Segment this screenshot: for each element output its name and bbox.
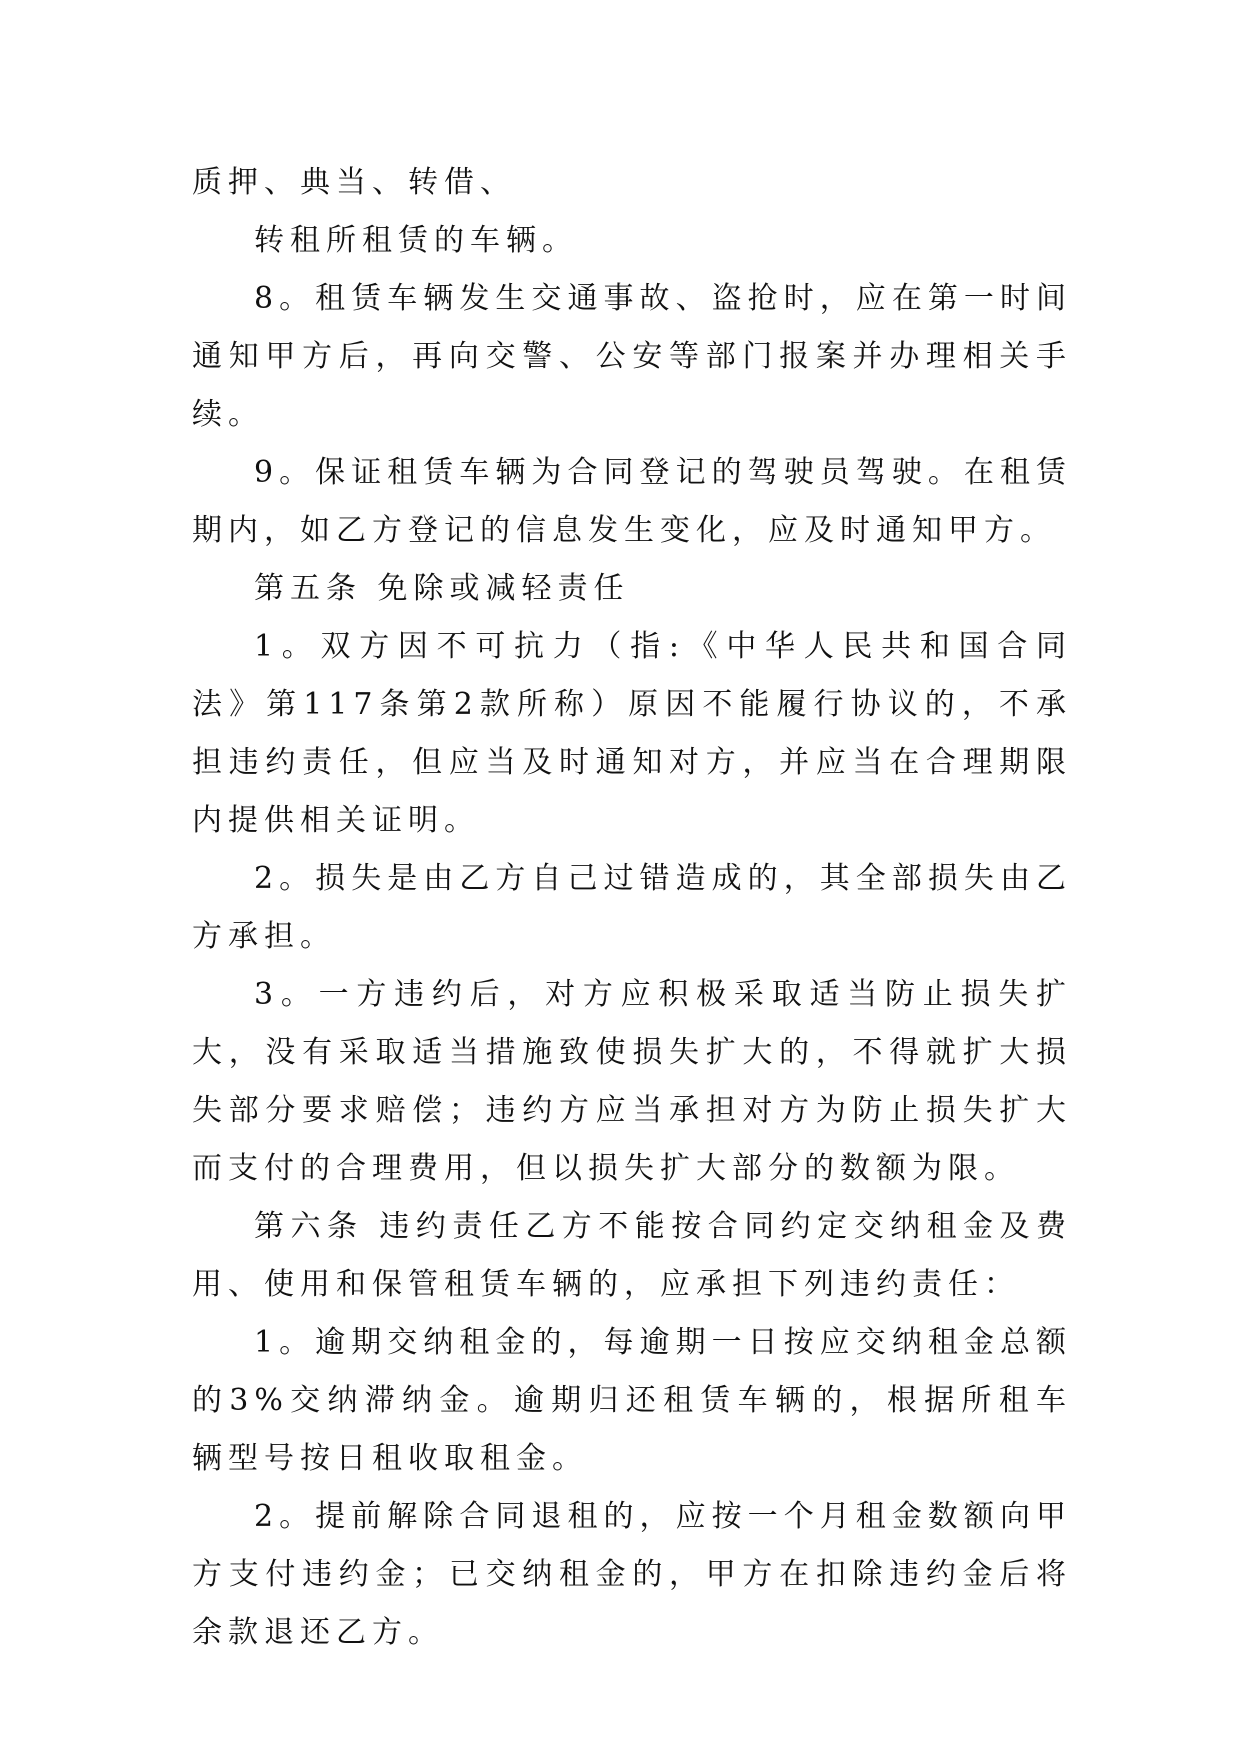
paragraph-8: 3。一方违约后，对方应积极采取适当防止损失扩大，没有采取适当措施致使损失扩大的，不得就扩大损失部分要求赔偿；违约方应当承担对方为防止损失扩大而支付的合理费用，但以损失扩大部分的数额为限。 [192, 977, 1072, 1186]
paragraph-11: 2。提前解除合同退租的，应按一个月租金数额向甲方支付违约金；已交纳租金的，甲方在扣除违约金后将余款退还乙方。 [192, 1499, 1072, 1650]
paragraph-3: 8。租赁车辆发生交通事故、盗抢时，应在第一时间通知甲方后，再向交警、公安等部门报案并办理相关手续。 [192, 281, 1072, 432]
paragraph-1: 质押、典当、转借、 [192, 165, 516, 200]
paragraph-4: 9。保证租赁车辆为合同登记的驾驶员驾驶。在租赁期内，如乙方登记的信息发生变化，应及时通知甲方。 [192, 455, 1072, 548]
paragraph-7: 2。损失是由乙方自己过错造成的，其全部损失由乙方承担。 [192, 861, 1072, 954]
paragraph-10: 1。逾期交纳租金的，每逾期一日按应交纳租金总额的3%交纳滞纳金。逾期归还租赁车辆的，根据所租车辆型号按日租收取租金。 [192, 1325, 1072, 1476]
document-body [192, 154, 1072, 1662]
paragraph-6: 1。双方因不可抗力（指:《中华人民共和国合同法》第117条第2款所称）原因不能履行协议的，不承担违约责任，但应当及时通知对方，并应当在合理期限内提供相关证明。 [192, 629, 1072, 838]
paragraph-2: 转租所租赁的车辆。 [254, 223, 578, 258]
section-heading-5: 第五条 免除或减轻责任 [254, 571, 630, 606]
section-heading-6: 第六条 违约责任乙方不能按合同约定交纳租金及费用、使用和保管租赁车辆的，应承担下列违约责任： [192, 1209, 1072, 1302]
